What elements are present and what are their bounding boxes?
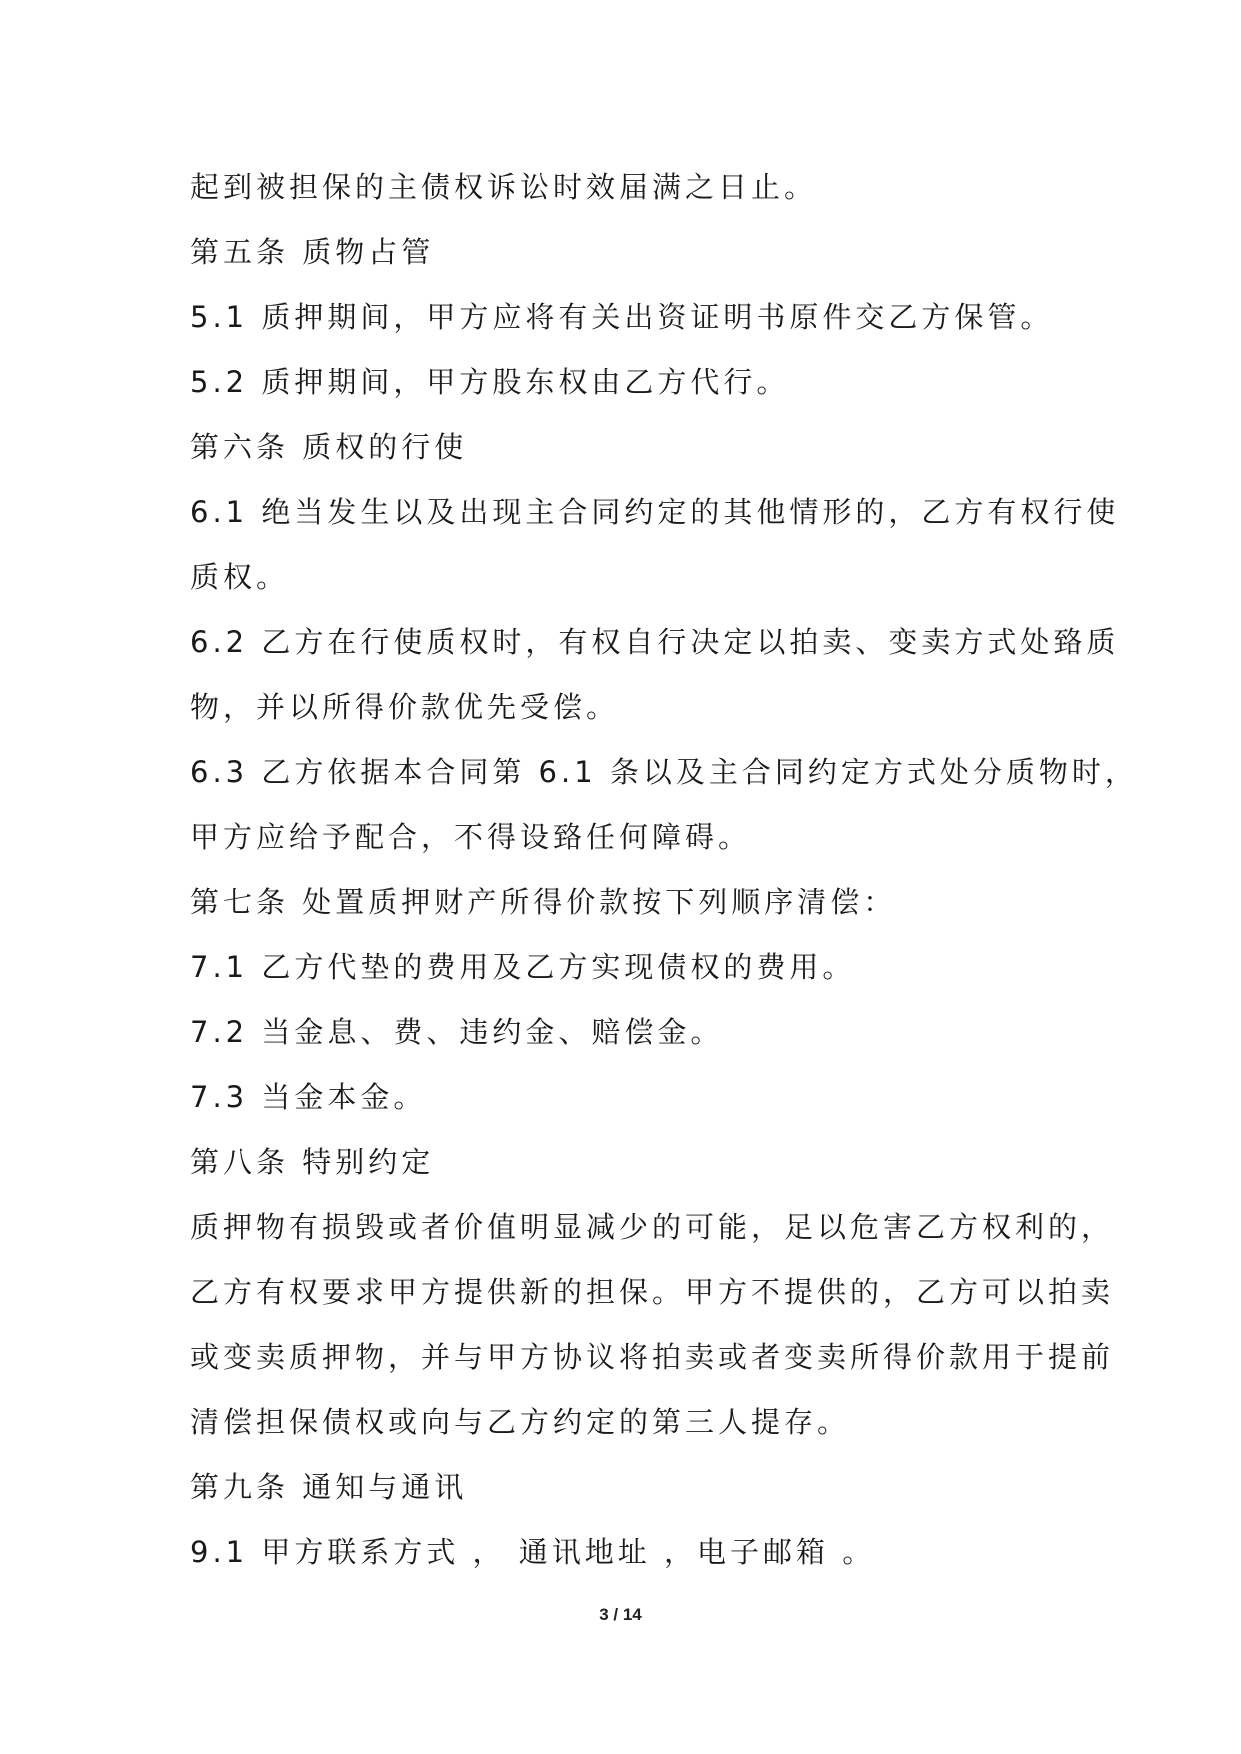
section-heading-8: 第八条 特别约定 <box>190 1145 435 1179</box>
section-heading-5: 第五条 质物占管 <box>190 235 435 269</box>
clause-6-1: 6.1 绝当发生以及出现主合同约定的其他情形的，乙方有权行使 <box>190 495 1120 529</box>
clause-7-3: 7.3 当金本金。 <box>190 1080 427 1114</box>
clause-7-1: 7.1 乙方代垫的费用及乙方实现债权的费用。 <box>190 950 856 984</box>
section-heading-7: 第七条 处置质押财产所得价款按下列顺序清偿： <box>190 885 897 919</box>
clause-6-2-continued: 物，并以所得价款优先受偿。 <box>190 690 620 724</box>
page-number: 3 / 14 <box>599 1605 642 1624</box>
paragraph-8-line-3: 或变卖质押物，并与甲方协议将拍卖或者变卖所得价款用于提前 <box>190 1340 1115 1374</box>
clause-9-1: 9.1 甲方联系方式 ， 通讯地址 ，电子邮箱 。 <box>190 1535 876 1569</box>
clause-7-2: 7.2 当金息、费、违约金、赔偿金。 <box>190 1015 724 1049</box>
clause-6-1-continued: 质权。 <box>190 560 290 594</box>
section-heading-6: 第六条 质权的行使 <box>190 430 468 464</box>
paragraph-8-line-2: 乙方有权要求甲方提供新的担保。甲方不提供的，乙方可以拍卖 <box>190 1275 1115 1309</box>
text-line: 起到被担保的主债权诉讼时效届满之日止。 <box>190 170 818 204</box>
clause-6-3-continued: 甲方应给予配合，不得设臵任何障碍。 <box>190 820 752 854</box>
paragraph-8-line-4: 清偿担保债权或向与乙方约定的第三人提存。 <box>190 1405 851 1439</box>
clause-6-2: 6.2 乙方在行使质权时，有权自行决定以拍卖、变卖方式处臵质 <box>190 625 1120 659</box>
document-body <box>190 155 1138 1585</box>
clause-6-3: 6.3 乙方依据本合同第 6.1 条以及主合同约定方式处分质物时， <box>190 755 1138 789</box>
section-heading-9: 第九条 通知与通讯 <box>190 1470 468 1504</box>
clause-5-1: 5.1 质押期间，甲方应将有关出资证明书原件交乙方保管。 <box>190 300 1054 334</box>
clause-5-2: 5.2 质押期间，甲方股东权由乙方代行。 <box>190 365 790 399</box>
paragraph-8-line-1: 质押物有损毁或者价值明显减少的可能，足以危害乙方权利的， <box>190 1210 1115 1244</box>
